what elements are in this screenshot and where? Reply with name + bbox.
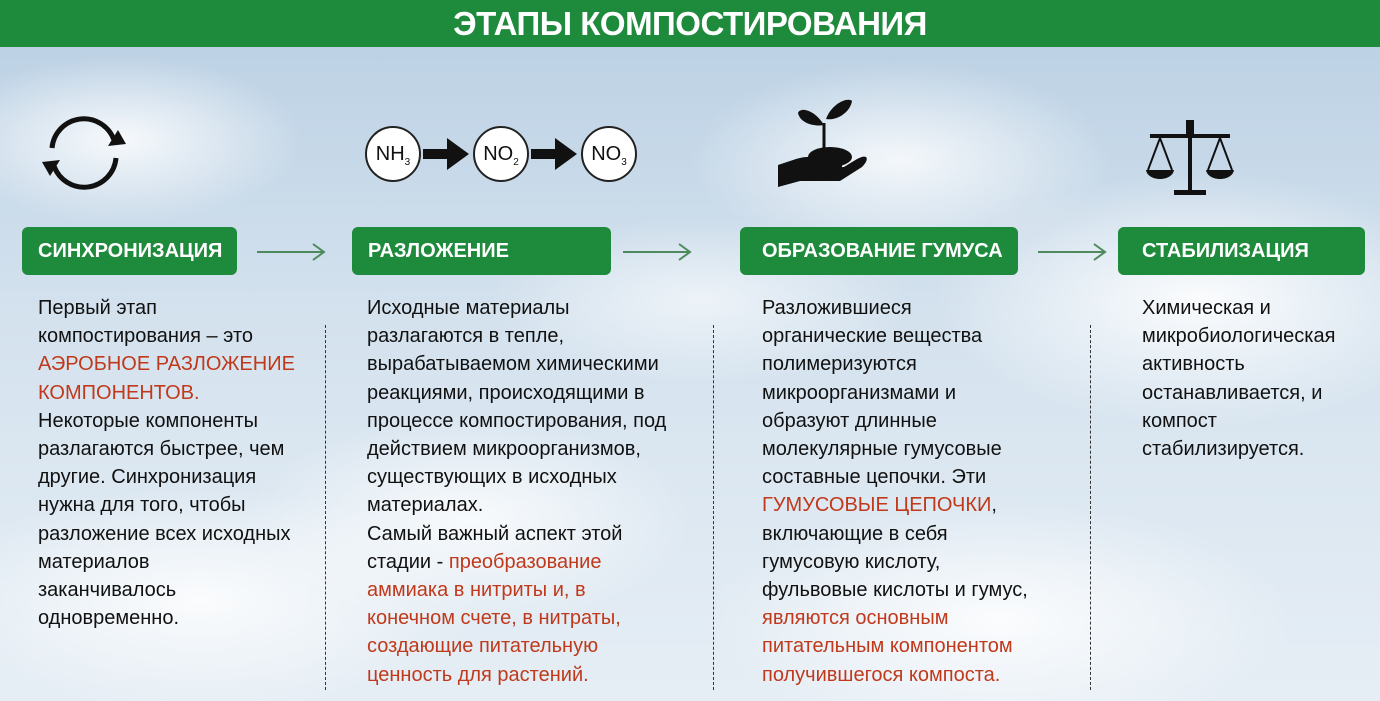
cycle-icon	[34, 110, 134, 196]
text-segment: микробиологическая	[1142, 325, 1336, 348]
text-segment: фульвовые кислоты и гумус,	[762, 579, 1028, 602]
text-segment: образуют длинные	[762, 409, 937, 432]
chemistry-icon	[365, 126, 640, 182]
text-segment: активность	[1142, 353, 1245, 376]
text-segment: действием микроорганизмов,	[367, 438, 641, 461]
text-segment: полимеризуются	[762, 353, 917, 376]
highlighted-text: являются основным	[762, 607, 949, 630]
text-segment: заканчивалось	[38, 579, 177, 602]
stage-button-decomposition[interactable]: РАЗЛОЖЕНИЕ	[352, 227, 611, 275]
text-segment: компост	[1142, 409, 1217, 432]
page-title: ЭТАПЫ КОМПОСТИРОВАНИЯ	[0, 0, 1380, 47]
description-line	[38, 463, 318, 491]
description-line	[762, 604, 1082, 632]
stage-description	[38, 294, 318, 632]
text-segment: микроорганизмами и	[762, 381, 957, 404]
description-line	[762, 463, 1082, 491]
text-segment: существующих в исходных	[367, 466, 617, 489]
description-line	[762, 661, 1082, 689]
nh3-circle: $NH_3$	[365, 126, 421, 182]
highlighted-text: ценность для растений.	[367, 663, 589, 686]
plant-in-hand-icon	[774, 95, 870, 191]
highlighted-text: преобразование	[448, 550, 602, 573]
flow-arrow-icon	[1036, 240, 1108, 264]
text-segment: Разложившиеся	[762, 297, 912, 319]
text-segment: останавливается, и	[1142, 381, 1323, 404]
highlighted-text: АЭРОБНОЕ РАЗЛОЖЕНИЕ	[38, 353, 295, 376]
no2-circle: $NO_2$	[473, 126, 529, 182]
description-line	[367, 661, 707, 689]
stage-description	[1142, 294, 1362, 463]
arrow-right-icon	[531, 136, 579, 172]
description-line	[367, 435, 707, 463]
description-line	[762, 491, 1082, 519]
highlighted-text: питательным компонентом	[762, 635, 1013, 658]
description-line	[367, 632, 707, 660]
text-segment: Некоторые компоненты	[38, 409, 259, 432]
column-divider	[325, 325, 326, 690]
description-line	[38, 435, 318, 463]
description-line	[762, 435, 1082, 463]
description-line	[367, 548, 707, 576]
description-line	[1142, 294, 1362, 322]
description-line	[367, 576, 707, 604]
description-line	[1142, 407, 1362, 435]
description-line	[38, 548, 318, 576]
description-line	[38, 294, 318, 322]
highlighted-text: конечном счете, в нитраты,	[367, 607, 621, 630]
description-line	[1142, 350, 1362, 378]
text-segment: нужна для того, чтобы	[38, 494, 246, 517]
highlighted-text: создающие питательную	[367, 635, 599, 658]
text-segment: включающие в себя	[762, 522, 948, 545]
description-line	[367, 520, 707, 548]
text-segment: органические вещества	[762, 325, 983, 348]
column-divider	[1090, 325, 1091, 690]
text-segment: одновременно.	[38, 607, 180, 630]
text-segment: вырабатываемом химическими	[367, 353, 659, 376]
no3-circle: $NO_3$	[581, 126, 637, 182]
highlighted-text: ГУМУСОВЫЕ ЦЕПОЧКИ	[762, 494, 992, 517]
flow-arrow-icon	[621, 240, 693, 264]
text-segment: материалов	[38, 550, 150, 573]
text-segment: Исходные материалы	[367, 297, 570, 319]
text-segment: стадии -	[367, 550, 449, 573]
description-line	[1142, 379, 1362, 407]
scales-icon	[1142, 116, 1238, 196]
description-line	[762, 407, 1082, 435]
description-line	[367, 604, 707, 632]
text-segment: разлагаются в тепле,	[367, 325, 565, 348]
description-line	[367, 322, 707, 350]
description-line	[38, 379, 318, 407]
flow-arrow-icon	[255, 240, 327, 264]
text-segment: Самый важный аспект этой	[367, 522, 623, 545]
description-line	[762, 632, 1082, 660]
description-line	[762, 520, 1082, 548]
description-line	[762, 322, 1082, 350]
description-line	[38, 576, 318, 604]
column-divider	[713, 325, 714, 690]
text-segment: разложение всех исходных	[38, 522, 291, 545]
description-line	[1142, 322, 1362, 350]
description-line	[367, 407, 707, 435]
description-line	[38, 407, 318, 435]
text-segment: реакциями, происходящими в	[367, 381, 645, 404]
text-segment: ,	[991, 494, 997, 517]
description-line	[38, 520, 318, 548]
text-segment: разлагаются быстрее, чем	[38, 438, 285, 461]
text-segment: Первый этап	[38, 297, 158, 319]
highlighted-text: КОМПОНЕНТОВ.	[38, 381, 200, 404]
description-line	[38, 350, 318, 378]
description-line	[367, 294, 707, 322]
description-line	[762, 294, 1082, 322]
stage-button-synchronization[interactable]: СИНХРОНИЗАЦИЯ	[22, 227, 237, 275]
text-segment: процессе компостирования, под	[367, 409, 667, 432]
stage-button-stabilization[interactable]: СТАБИЛИЗАЦИЯ	[1118, 227, 1365, 275]
description-line	[38, 604, 318, 632]
description-line	[367, 350, 707, 378]
text-segment: компостирования – это	[38, 325, 254, 348]
description-line	[38, 322, 318, 350]
description-line	[38, 491, 318, 519]
arrow-right-icon	[423, 136, 471, 172]
description-line	[762, 350, 1082, 378]
highlighted-text: аммиака в нитриты и, в	[367, 579, 586, 602]
description-line	[367, 491, 707, 519]
text-segment: составные цепочки. Эти	[762, 466, 987, 489]
text-segment: Химическая и	[1142, 297, 1271, 319]
highlighted-text: получившегося компоста.	[762, 663, 1001, 686]
description-line	[367, 463, 707, 491]
text-segment: стабилизируется.	[1142, 438, 1305, 461]
text-segment: гумусовую кислоту,	[762, 550, 941, 573]
text-segment: другие. Синхронизация	[38, 466, 257, 489]
description-line	[762, 576, 1082, 604]
text-segment: молекулярные гумусовые	[762, 438, 1002, 461]
stage-description	[367, 294, 707, 689]
stage-description	[762, 294, 1082, 689]
description-line	[762, 379, 1082, 407]
stage-button-humus-formation[interactable]: ОБРАЗОВАНИЕ ГУМУСА	[740, 227, 1018, 275]
description-line	[1142, 435, 1362, 463]
text-segment: материалах.	[367, 494, 484, 517]
description-line	[762, 548, 1082, 576]
description-line	[367, 379, 707, 407]
